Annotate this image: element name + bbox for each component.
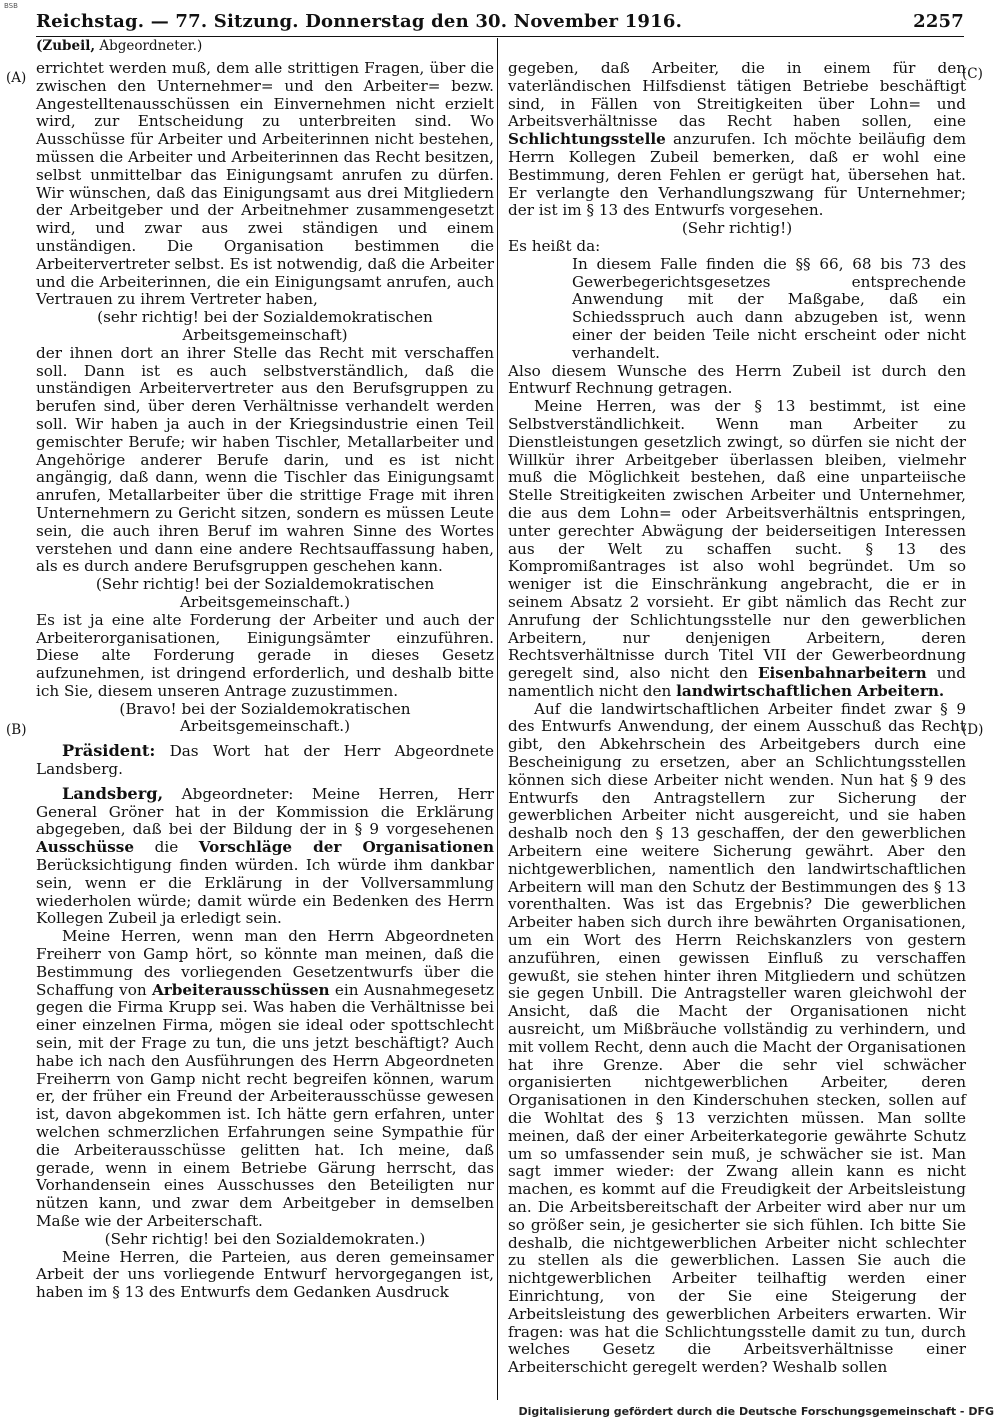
speech-text: Meine Herren, wenn man den Herrn Abgeordneten Freiherr von Gamp hört, so könnte man meinen, daß die Bestimmung des vorliegenden Gesetzentwurfs über die Schaffung von <box>36 927 494 999</box>
margin-marker-b: (B) <box>6 722 27 738</box>
paragraph: Meine Herren, die Parteien, aus deren gemeinsamer Arbeit der uns vorliegende Entwurf hervorgegangen ist, haben im § 13 des Entwurfs dem Gedanken Ausdruck <box>36 1247 494 1302</box>
statement-text: Das Wort hat der Herr Abgeordnete Landsberg. <box>36 742 494 779</box>
speaker-name: Präsident: <box>62 741 156 761</box>
page-number: 2257 <box>913 11 964 32</box>
interjection: (sehr richtig! bei der Sozialdemokratischen Arbeitsgemeinschaft) <box>97 308 433 344</box>
emphasis: landwirtschaftlichen Arbeitern. <box>676 681 945 700</box>
speech-text: gegeben, daß Arbeiter, die in einem für den vaterländischen Hilfsdienst tätigen Betriebe beschäftigt sind, in Fällen von Streitigkeiten über Lohn= und Arbeitsverhältnisse das Recht haben sollen, eine <box>508 59 966 131</box>
paragraph: errichtet werden muß, dem alle strittigen Fragen, über die zwischen den Unternehmer= und den Arbeiter= bezw. Angestelltenausschüssen ein Einvernehmen nicht erzielt wird, zur Entscheidung zu unterbreiten sind. Wo Ausschüsse für Arbeiter und Arbeiterinnen nicht bestehen, müssen die Arbeiter und Arbeiterinnen das Recht besitzen, selbst unmittelbar das Einigungsamt anrufen zu dürfen. Wir wünschen, daß das Einigungsamt aus drei Mitgliedern der Arbeitgeber und der Arbeitnehmer zusammengesetzt wird, und zwar aus zwei ständigen und einem unständigen. Die Organisation bestimmen die Arbeitervertreter selbst. Es ist notwendig, daß die Arbeiter und die Arbeiterinnen, die ein Einigungsamt anrufen, auch Vertrauen zu ihrem Vertreter haben, <box>36 59 494 309</box>
interjection: (Bravo! bei der Sozialdemokratischen Arbeitsgemeinschaft.) <box>119 699 411 736</box>
speech-text: und namentlich nicht den <box>508 664 967 700</box>
speaker-name: Landsberg, <box>62 783 164 803</box>
margin-marker-d: (D) <box>962 722 984 738</box>
emphasis: Eisenbahnarbeitern <box>757 664 927 683</box>
paragraph: Auf die landwirtschaftlichen Arbeiter findet zwar § 9 des Entwurfs Anwendung, der einem Ausschuß das Recht gibt, den Abkehrschein des Arbeitgebers durch eine Bescheinigung zu ersetzen, aber an Schlichtungsstellen können sich diese Arbeiter nicht wenden. Nun hat § 9 des Entwurfs den Antragstellern zur Sicherung der gewerblichen Arbeiter nicht ausgereicht, und sie haben deshalb noch den § 13 geschaffen, der den gewerblichen Arbeitern eine weitere Sicherung gewährt. Aber den nichtgewerblichen, namentlich den landwirtschaftlichen Arbeitern will man den Schutz der Bestimmungen des § 13 vorenthalten. Was ist das Ergebnis? Die gewerblichen Arbeiter haben sich durch ihre bewährten Organisationen, um ein Wort des Herrn Reichskanzlers von gestern anzuführen, einen gewissen Einfluß zu verschaffen gewußt, sie stehen hinter ihren Mitgliedern und schützen sie gegen Unbill. Die Antragsteller waren gleichwohl der Ansicht, daß die Macht der Organisationen nicht ausreicht, um Mißbräuche vollständig zu verhindern, und mit vollem Recht, denn auch die Macht der Organisationen hat ihre Grenze. Aber die sehr viel schwächer organisierten nichtgewerblichen Arbeiter, deren Organisationen in den Kinderschuhen stecken, sollen auf die Wohltat des § 13 verzichten müssen. Man sollte meinen, daß der einer Arbeiterkategorie gewährte Schutz um so umfassender sein muß, je schwächer sie ist. Man sagt immer wieder: der Zwang allein kann es nicht machen, es kommt auf die Freudigkeit der Arbeitsleistung an. Die Arbeitsbereitschaft der Arbeiter wird aber nur um so größer sein, je gesicherter sie sich fühlen. Ich bitte Sie deshalb, die nichtgewerblichen Arbeiter nicht schlechter zu stellen als die gewerblichen. Lassen Sie auch die nichtgewerblichen Arbeiter teilhaftig werden einer Einrichtung, von der Sie eine Steigerung der Arbeitsleistung des gewerblichen Arbeiters erwarten. Wir fragen: was hat die Schlichtungsstelle damit zu tun, durch welches Gesetz die Arbeitsverhältnisse einer Arbeiterschicht geregelt werden? Weshalb sollen <box>508 699 966 1377</box>
running-speaker-name: (Zubeil, <box>36 38 96 54</box>
header-rule <box>36 36 964 37</box>
emphasis: Ausschüsse <box>36 838 135 857</box>
speech-text: Berücksichtigung finden würden. Ich würde ihm dankbar sein, wenn er die Erklärung in der Vollversammlung wiederholen würde; damit würde ein Bedenken des Herrn Kollegen Zubeil ja erledigt sein. <box>36 856 494 928</box>
left-column <box>36 60 494 1302</box>
interjection: (Sehr richtig!) <box>681 219 793 238</box>
running-speaker-role: Abgeordneter.) <box>99 38 203 54</box>
speech-text: Abgeordneter: Meine Herren, Herr General Gröner hat in der Kommission die Erklärung abgegeben, daß bei der Bildung der in § 9 vorgesehenen <box>36 784 495 839</box>
paragraph <box>36 928 494 1231</box>
president-statement <box>36 742 494 779</box>
footer-credit: Digitalisierung gefördert durch die Deutsche Forschungsgemeinschaft - DFG <box>518 1405 994 1418</box>
emphasis: Vorschläge der Organisationen <box>198 838 494 857</box>
interjection: (Sehr richtig! bei der Sozialdemokratischen Arbeitsgemeinschaft.) <box>95 575 435 611</box>
emphasis: Arbeiterausschüssen <box>151 980 330 999</box>
emphasis: Schlichtungsstelle <box>508 130 666 149</box>
right-column <box>508 60 966 1377</box>
speech-text: die <box>154 838 179 857</box>
column-divider <box>497 38 498 1400</box>
paragraph: Es ist ja eine alte Forderung der Arbeiter und auch der Arbeiterorganisationen, Einigungsämter einzuführen. Diese alte Forderung gerade in dieses Gesetz aufzunehmen, ist dringend erforderlich, und deshalb bitte ich Sie, diesem unseren Antrage zuzustimmen. <box>36 610 494 700</box>
speech-text: Meine Herren, was der § 13 bestimmt, ist eine Selbstverständlichkeit. Wenn man Arbeiter zu Dienstleistungen gesetzlich zwingt, so dürfen sie nicht der Willkür ihrer Arbeitgeber überlassen bleiben, vielmehr muß die Möglichkeit bestehen, daß eine unparteiische Stelle Streitigkeiten zwischen Arbeiter und Unternehmer, die aus dem Lohn= oder Arbeitsverhältnis entspringen, unter gerechter Abwägung der beiderseitigen Interessen aus der Welt zu schaffen sucht. § 13 des Kompromißantrages ist also wohl begründet. Um so weniger ist die Einschränkung angebracht, die er in seinem Absatz 2 vorsieht. Er gibt nämlich das Recht zur Anrufung der Schlichtungsstelle nur den gewerblichen Arbeitern, nur denjenigen Arbeitern, deren Rechtsverhältnisse durch Titel VII der Gewerbeordnung geregelt sind, also nicht den <box>508 397 966 683</box>
margin-marker-c: (C) <box>962 66 983 82</box>
margin-marker-a: (A) <box>6 70 27 86</box>
paragraph: Also diesem Wunsche des Herrn Zubeil ist durch den Entwurf Rechnung getragen. <box>508 361 966 398</box>
paragraph <box>508 60 966 220</box>
paragraph: Es heißt da: <box>508 236 601 255</box>
page-header <box>36 6 964 32</box>
paragraph <box>508 398 966 701</box>
speech-text: ein Ausnahmegesetz gegen die Firma Krupp sei. Was haben die Verhältnisse bei einer einzelnen Firma, mögen sie ideal oder spottschlecht sein, mit der Frage zu tun, die uns jetzt beschäftigt? Auch habe ich nach den Ausführungen des Herrn Abgeordneten Freiherrn von Gamp nicht recht begreifen können, warum er, der früher ein Freund der Arbeiterausschüsse gewesen ist, davon abgekommen ist. Ich hätte gern erfahren, unter welchen schmerzlichen Erfahrungen seine Sympathie für die Arbeiterausschüsse gelitten hat. Ich meine, daß gerade, wenn in einem Betriebe Gärung herrscht, das Vorhandensein eines Ausschusses den Beteiligten nur nützen kann, und zwar dem Arbeitgeber in demselben Maße wie der Arbeiterschaft. <box>36 980 494 1230</box>
interjection: (Sehr richtig! bei den Sozialdemokraten.) <box>104 1229 426 1248</box>
quotation: In diesem Falle finden die §§ 66, 68 bis 73 des Gewerbegerichtsgesetzes entsprechende Anwendung mit der Maßgabe, daß ein Schiedsspruch auch dann abzugeben ist, wenn einer der beiden Teile nicht erscheint oder nicht verhandelt. <box>572 254 966 362</box>
paragraph: der ihnen dort an ihrer Stelle das Recht mit verschaffen soll. Dann ist es auch selbstverständlich, daß die unständigen Arbeitervertreter aus den Berufsgruppen zu berufen sind, über deren Verhältnisse verhandelt werden soll. Wir haben ja auch in der Kriegsindustrie einen Teil gemischter Berufe; wir haben Tischler, Metallarbeiter und Angehörige anderer Berufe darin, und es ist nicht angängig, daß dann, wenn die Tischler das Einigungsamt anrufen, Metallarbeiter über die strittige Frage mit ihren Unternehmern zu Gericht sitzen, sondern es müssen Leute sein, die auch ihren Beruf im wahren Sinne des Wortes verstehen und dann eine andere Rechtsauffassung haben, als es durch andere Berufsgruppen geschehen kann. <box>36 343 494 576</box>
speech-opening <box>36 785 494 928</box>
header-title: Reichstag. — 77. Sitzung. Donnerstag den 30. November 1916. <box>36 11 683 32</box>
running-speaker <box>36 38 202 54</box>
watermark: BSB <box>4 2 18 10</box>
speech-text: anzurufen. Ich möchte beiläufig dem Herrn Kollegen Zubeil bemerken, daß er wohl eine Bestimmung, deren Fehlen er gerügt hat, übersehen hat. Er verlangte den Verhandlungszwang für Unternehmer; der ist im § 13 des Entwurfs vorgesehen. <box>508 130 967 220</box>
